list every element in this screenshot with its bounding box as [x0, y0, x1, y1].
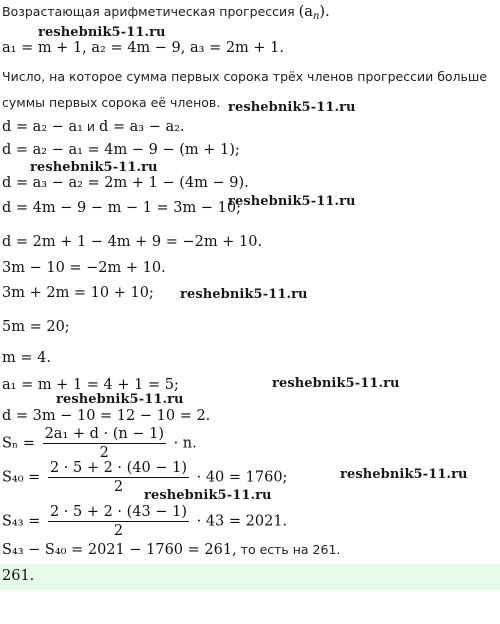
- answer-band: [0, 564, 500, 590]
- sum-40: S₄₀ = $\frac{2 \cdot 5 + 2 \cdot (40 - 1)}{2}$ · 40 = 1760;: [2, 460, 288, 495]
- watermark: reshebnik5-11.ru: [228, 100, 356, 115]
- question-line-1: Число, на которое сумма первых сорока трёх членов прогрессии больше: [2, 69, 488, 84]
- watermark: reshebnik5-11.ru: [180, 287, 308, 302]
- title-symbol: $(a_n)$.: [298, 4, 330, 22]
- equation-6: 3m + 2m = 10 + 10;: [2, 285, 154, 301]
- equation-8: m = 4.: [2, 350, 51, 366]
- sum-43-fraction: $\frac{2 \cdot 5 + 2 \cdot (43 - 1)}{2}$: [49, 504, 187, 539]
- d-definition: d = a₂ − a₁ и d = a₃ − a₂.: [2, 119, 185, 135]
- watermark: reshebnik5-11.ru: [272, 376, 400, 391]
- watermark: reshebnik5-11.ru: [228, 194, 356, 209]
- equation-1: d = a₂ − a₁ = 4m − 9 − (m + 1);: [2, 142, 240, 158]
- watermark: reshebnik5-11.ru: [144, 488, 272, 503]
- problem-title: [2, 4, 330, 22]
- equation-7: 5m = 20;: [2, 319, 70, 335]
- sum-40-fraction: $\frac{2 \cdot 5 + 2 \cdot (40 - 1)}{2}$: [49, 460, 187, 495]
- equation-3: d = 4m − 9 − m − 1 = 3m − 10;: [2, 200, 241, 216]
- equation-10: d = 3m − 10 = 12 − 10 = 2.: [2, 408, 211, 424]
- watermark: reshebnik5-11.ru: [56, 392, 184, 407]
- sum-43: S₄₃ = $\frac{2 \cdot 5 + 2 \cdot (43 - 1)}{2}$ · 43 = 2021.: [2, 504, 288, 539]
- watermark: reshebnik5-11.ru: [30, 160, 158, 175]
- sum-formula: Sₙ = $\frac{\text{2a₁ + d · (n − 1)}}{2}$ · n.: [2, 426, 197, 461]
- equation-2: d = a₃ − a₂ = 2m + 1 − (4m − 9).: [2, 175, 249, 191]
- given-terms: a₁ = m + 1, a₂ = 4m − 9, a₃ = 2m + 1.: [2, 40, 284, 56]
- watermark: reshebnik5-11.ru: [38, 25, 166, 40]
- question-line-2: суммы первых сорока её членов.: [2, 95, 221, 110]
- sum-formula-fraction: $\frac{\text{2a₁ + d · (n − 1)}}{2}$: [44, 426, 164, 461]
- watermark: reshebnik5-11.ru: [340, 467, 468, 482]
- title-text: Возрастающая арифметическая прогрессия: [2, 4, 295, 19]
- answer: 261.: [2, 568, 35, 584]
- difference-line: S₄₃ − S₄₀ = 2021 − 1760 = 261, то есть на 261.: [2, 542, 341, 558]
- equation-4: d = 2m + 1 − 4m + 9 = −2m + 10.: [2, 234, 263, 250]
- equation-9: a₁ = m + 1 = 4 + 1 = 5;: [2, 377, 179, 393]
- equation-5: 3m − 10 = −2m + 10.: [2, 260, 166, 276]
